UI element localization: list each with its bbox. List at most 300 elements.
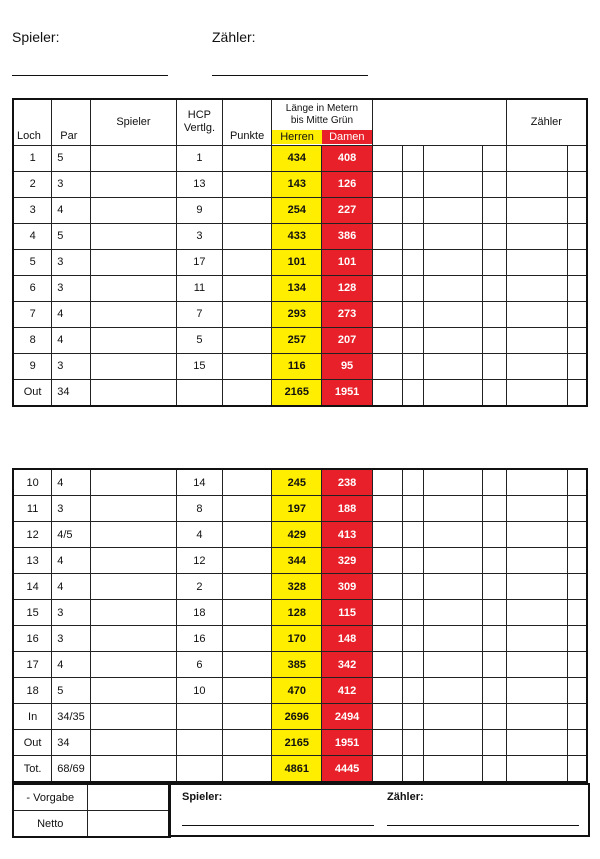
spieler-score-cell[interactable] [91,223,177,249]
extra-score-cell[interactable] [424,275,483,301]
extra-score-cell[interactable] [403,626,424,652]
zaehler-score-cell[interactable] [506,678,567,704]
hole-par: 4 [52,652,91,678]
herren-distance: 197 [272,496,322,522]
hole-row [13,327,587,353]
spieler-score-cell[interactable] [91,522,177,548]
extra-score-cell[interactable] [403,145,424,171]
punkte-cell[interactable] [222,353,271,379]
herren-distance: 257 [272,327,322,353]
zaehler-score-cell[interactable] [506,522,567,548]
hole-hcp: 4 [176,522,222,548]
hcp-header [176,99,222,145]
zaehler-score-cell[interactable] [506,496,567,522]
spieler-score-cell[interactable] [91,600,177,626]
extra-score-cell[interactable] [424,600,483,626]
extra-score-cell[interactable] [403,353,424,379]
punkte-cell[interactable] [222,223,271,249]
extra-score-cell[interactable] [403,327,424,353]
spieler-score-cell[interactable] [91,249,177,275]
netto-input[interactable] [87,811,170,838]
extra-score-cell[interactable] [482,756,506,783]
hcp-header-line1: HCP [187,109,212,122]
extra-score-cell[interactable] [372,756,402,783]
hole-hcp [176,756,222,783]
damen-distance: 408 [322,145,372,171]
zaehler-score-cell[interactable] [506,275,567,301]
punkte-cell[interactable] [222,197,271,223]
zaehler-points-cell[interactable] [567,275,587,301]
extra-score-cell[interactable] [424,301,483,327]
herren-distance: 116 [272,353,322,379]
zaehler-points-cell[interactable] [567,171,587,197]
extra-score-cell[interactable] [424,756,483,783]
zaehler-score-cell[interactable] [506,469,567,496]
netto-label: Netto [13,811,87,838]
punkte-cell[interactable] [222,275,271,301]
extra-score-cell[interactable] [372,379,402,406]
extra-score-cell[interactable] [372,197,402,223]
extra-score-cell[interactable] [403,730,424,756]
extra-score-cell[interactable] [482,574,506,600]
punkte-cell[interactable] [222,756,271,783]
extra-score-cell[interactable] [424,249,483,275]
spieler-score-cell[interactable] [91,756,177,783]
hole-number: 9 [13,353,52,379]
extra-score-cell[interactable] [403,496,424,522]
front-nine-table [12,98,588,407]
hole-hcp: 18 [176,600,222,626]
herren-distance: 434 [272,145,322,171]
spieler-score-cell[interactable] [91,626,177,652]
hole-number: 16 [13,626,52,652]
hole-par: 34 [52,730,91,756]
punkte-cell[interactable] [222,327,271,353]
hole-number: 2 [13,171,52,197]
punkte-cell[interactable] [222,548,271,574]
punkte-cell[interactable] [222,600,271,626]
zaehler-points-cell[interactable] [567,574,587,600]
zaehler-score-cell[interactable] [506,704,567,730]
punkte-cell[interactable] [222,145,271,171]
hole-hcp: 14 [176,469,222,496]
hole-par: 4 [52,469,91,496]
extra-score-cell[interactable] [372,249,402,275]
footer-spieler-label: Spieler: [182,791,223,803]
zaehler-score-cell[interactable] [506,301,567,327]
herren-distance: 143 [272,171,322,197]
punkte-cell[interactable] [222,522,271,548]
extra-score-cell[interactable] [372,548,402,574]
hole-number: 5 [13,249,52,275]
extra-score-cell[interactable] [372,522,402,548]
extra-score-cell[interactable] [482,548,506,574]
spieler-score-cell[interactable] [91,704,177,730]
extra-score-cell[interactable] [424,704,483,730]
extra-score-cell[interactable] [403,652,424,678]
spieler-header: Spieler [91,99,177,145]
hole-hcp: 17 [176,249,222,275]
extra-score-cell[interactable] [372,145,402,171]
punkte-cell[interactable] [222,249,271,275]
zaehler-points-cell[interactable] [567,600,587,626]
spieler-score-cell[interactable] [91,496,177,522]
extra-score-cell[interactable] [372,626,402,652]
spieler-score-cell[interactable] [91,327,177,353]
zaehler-points-cell[interactable] [567,249,587,275]
punkte-cell[interactable] [222,704,271,730]
damen-header: Damen [322,130,372,144]
punkte-cell[interactable] [222,574,271,600]
extra-score-cell[interactable] [482,600,506,626]
extra-score-cell[interactable] [482,730,506,756]
hole-par: 34/35 [52,704,91,730]
extra-score-cell[interactable] [424,353,483,379]
zaehler-score-cell[interactable] [506,379,567,406]
spieler-score-cell[interactable] [91,171,177,197]
zaehler-points-cell[interactable] [567,652,587,678]
zaehler-points-cell[interactable] [567,496,587,522]
spieler-score-cell[interactable] [91,301,177,327]
damen-distance: 413 [322,522,372,548]
extra-score-cell[interactable] [403,678,424,704]
extra-score-cell[interactable] [424,548,483,574]
herren-distance: 245 [272,469,322,496]
hole-hcp: 9 [176,197,222,223]
extra-score-cell[interactable] [372,704,402,730]
punkte-cell[interactable] [222,730,271,756]
zaehler-points-cell[interactable] [567,379,587,406]
extra-score-cell[interactable] [372,275,402,301]
hole-par: 5 [52,223,91,249]
extra-score-cell[interactable] [424,678,483,704]
zaehler-points-cell[interactable] [567,730,587,756]
herren-distance: 429 [272,522,322,548]
extra-score-cell[interactable] [482,249,506,275]
hole-hcp: 5 [176,327,222,353]
extra-score-cell[interactable] [403,756,424,783]
spieler-score-cell[interactable] [91,469,177,496]
zaehler-score-cell[interactable] [506,171,567,197]
zaehler-score-cell[interactable] [506,600,567,626]
punkte-cell[interactable] [222,379,271,406]
zaehler-points-cell[interactable] [567,626,587,652]
extra-score-cell[interactable] [424,626,483,652]
hole-number: 6 [13,275,52,301]
extra-score-cell[interactable] [403,379,424,406]
hole-row [13,730,587,756]
extra-score-cell[interactable] [482,145,506,171]
zaehler-score-cell[interactable] [506,223,567,249]
zaehler-points-cell[interactable] [567,145,587,171]
zaehler-points-cell[interactable] [567,327,587,353]
extra-score-cell[interactable] [482,652,506,678]
punkte-cell[interactable] [222,301,271,327]
extra-score-cell[interactable] [424,730,483,756]
footer-spieler-signature-line[interactable] [182,825,374,826]
hole-hcp: 11 [176,275,222,301]
hole-number: 8 [13,327,52,353]
hole-par: 4 [52,301,91,327]
extra-score-cell[interactable] [403,574,424,600]
extra-score-cell[interactable] [482,301,506,327]
loch-header: Loch [13,99,52,145]
extra-score-cell[interactable] [403,548,424,574]
hole-number: 14 [13,574,52,600]
zaehler-points-cell[interactable] [567,756,587,783]
extra-score-cell[interactable] [403,197,424,223]
zaehler-points-cell[interactable] [567,678,587,704]
zaehler-points-cell[interactable] [567,197,587,223]
extra-score-cell[interactable] [482,327,506,353]
hole-row [13,197,587,223]
footer-left-table [12,783,171,838]
zaehler-score-cell[interactable] [506,145,567,171]
spieler-score-cell[interactable] [91,275,177,301]
zaehler-score-cell[interactable] [506,574,567,600]
hole-row [13,379,587,406]
extra-score-cell[interactable] [372,353,402,379]
extra-score-cell[interactable] [424,496,483,522]
punkte-cell[interactable] [222,626,271,652]
herren-distance: 385 [272,652,322,678]
herren-distance: 344 [272,548,322,574]
extra-score-cell[interactable] [482,469,506,496]
zaehler-score-cell[interactable] [506,730,567,756]
vorgabe-input[interactable] [87,784,170,811]
zaehler-label: Zähler: [212,29,256,45]
extra-score-cell[interactable] [482,171,506,197]
herren-distance: 170 [272,626,322,652]
extra-score-cell[interactable] [403,600,424,626]
hole-number: Out [13,379,52,406]
extra-score-cell[interactable] [372,469,402,496]
extra-score-cell[interactable] [372,223,402,249]
extra-score-cell[interactable] [372,652,402,678]
hole-par: 4/5 [52,522,91,548]
extra-score-cell[interactable] [424,522,483,548]
zaehler-points-cell[interactable] [567,469,587,496]
hole-number: 18 [13,678,52,704]
extra-score-cell[interactable] [403,275,424,301]
zaehler-score-cell[interactable] [506,626,567,652]
hole-hcp: 13 [176,171,222,197]
damen-distance: 148 [322,626,372,652]
extra-score-cell[interactable] [482,223,506,249]
spieler-score-cell[interactable] [91,678,177,704]
hole-par: 3 [52,171,91,197]
hole-hcp: 12 [176,548,222,574]
extra-score-cell[interactable] [482,197,506,223]
extra-score-cell[interactable] [372,730,402,756]
spieler-score-cell[interactable] [91,353,177,379]
spieler-score-cell[interactable] [91,197,177,223]
hole-row [13,301,587,327]
herren-distance: 2165 [272,730,322,756]
front-header-row [13,99,587,145]
herren-distance: 328 [272,574,322,600]
zaehler-points-cell[interactable] [567,353,587,379]
zaehler-signature-line[interactable] [212,75,368,76]
extra-score-cell[interactable] [482,379,506,406]
hole-number: 17 [13,652,52,678]
spieler-score-cell[interactable] [91,730,177,756]
hole-row [13,756,587,783]
extra-score-cell[interactable] [424,574,483,600]
herren-distance: 2696 [272,704,322,730]
spieler-score-cell[interactable] [91,379,177,406]
zaehler-points-cell[interactable] [567,704,587,730]
hole-par: 3 [52,249,91,275]
hole-par: 4 [52,548,91,574]
extra-score-cell[interactable] [482,496,506,522]
zaehler-score-cell[interactable] [506,353,567,379]
spieler-score-cell[interactable] [91,574,177,600]
zaehler-score-cell[interactable] [506,197,567,223]
extra-score-cell[interactable] [482,678,506,704]
extra-score-cell[interactable] [372,327,402,353]
zaehler-score-cell[interactable] [506,548,567,574]
hole-number: 12 [13,522,52,548]
hole-row [13,548,587,574]
zaehler-points-cell[interactable] [567,301,587,327]
hole-hcp: 3 [176,223,222,249]
damen-distance: 115 [322,600,372,626]
hole-hcp: 10 [176,678,222,704]
damen-distance: 227 [322,197,372,223]
extra-score-cell[interactable] [424,652,483,678]
damen-distance: 128 [322,275,372,301]
extra-score-cell[interactable] [424,327,483,353]
extra-score-cell[interactable] [372,600,402,626]
herren-distance: 128 [272,600,322,626]
extra-score-cell[interactable] [482,275,506,301]
extra-score-cell[interactable] [403,704,424,730]
hole-number: Tot. [13,756,52,783]
spieler-score-cell[interactable] [91,548,177,574]
damen-distance: 2494 [322,704,372,730]
damen-distance: 386 [322,223,372,249]
damen-distance: 101 [322,249,372,275]
herren-distance: 293 [272,301,322,327]
vorgabe-row [13,784,170,811]
hole-row [13,600,587,626]
punkte-cell[interactable] [222,171,271,197]
extra-score-cell[interactable] [424,171,483,197]
damen-distance: 309 [322,574,372,600]
extra-score-cell[interactable] [424,197,483,223]
herren-header: Herren [272,130,322,144]
extra-score-cell[interactable] [372,678,402,704]
hole-hcp [176,379,222,406]
hole-par: 3 [52,496,91,522]
front-body [13,145,587,406]
hole-par: 68/69 [52,756,91,783]
hole-hcp [176,704,222,730]
hole-row [13,496,587,522]
extra-score-cell[interactable] [403,249,424,275]
punkte-cell[interactable] [222,469,271,496]
extra-score-cell[interactable] [372,301,402,327]
extra-score-cell[interactable] [482,626,506,652]
hole-row [13,652,587,678]
hole-row [13,704,587,730]
zaehler-points-cell[interactable] [567,548,587,574]
hole-hcp: 15 [176,353,222,379]
hole-par: 4 [52,197,91,223]
spieler-score-cell[interactable] [91,145,177,171]
par-header: Par [52,99,91,145]
hole-row [13,574,587,600]
extra-score-cell[interactable] [372,171,402,197]
zaehler-score-cell[interactable] [506,756,567,783]
zaehler-score-cell[interactable] [506,652,567,678]
footer-zaehler-signature-line[interactable] [387,825,579,826]
hole-par: 5 [52,678,91,704]
hole-par: 4 [52,327,91,353]
damen-distance: 1951 [322,379,372,406]
hole-row [13,223,587,249]
extra-score-cell[interactable] [482,704,506,730]
damen-distance: 4445 [322,756,372,783]
extra-score-cell[interactable] [424,223,483,249]
extra-score-cell[interactable] [424,379,483,406]
back-nine-table [12,468,588,783]
extra-score-cell[interactable] [424,145,483,171]
hole-number: 7 [13,301,52,327]
punkte-cell[interactable] [222,652,271,678]
extra-score-cell[interactable] [372,496,402,522]
hole-par: 34 [52,379,91,406]
extra-score-cell[interactable] [482,522,506,548]
hole-hcp: 2 [176,574,222,600]
hole-par: 3 [52,600,91,626]
damen-distance: 188 [322,496,372,522]
hole-row [13,275,587,301]
laenge-header [272,99,373,145]
hole-number: In [13,704,52,730]
punkte-cell[interactable] [222,678,271,704]
hole-hcp: 8 [176,496,222,522]
extra-score-cell[interactable] [482,353,506,379]
zaehler-points-cell[interactable] [567,223,587,249]
hole-row [13,678,587,704]
zaehler-score-cell[interactable] [506,249,567,275]
hole-par: 3 [52,353,91,379]
zaehler-points-cell[interactable] [567,522,587,548]
extra-score-cell[interactable] [403,469,424,496]
extra-score-cell[interactable] [403,223,424,249]
hole-par: 4 [52,574,91,600]
extra-score-cell[interactable] [403,301,424,327]
hole-number: 15 [13,600,52,626]
zaehler-score-cell[interactable] [506,327,567,353]
herren-distance: 4861 [272,756,322,783]
extra-score-cell[interactable] [372,574,402,600]
punkte-header: Punkte [222,99,271,145]
damen-distance: 238 [322,469,372,496]
extra-score-cell[interactable] [424,469,483,496]
hole-number: 1 [13,145,52,171]
punkte-cell[interactable] [222,496,271,522]
extra-score-cell[interactable] [403,522,424,548]
spieler-signature-line[interactable] [12,75,168,76]
spieler-score-cell[interactable] [91,652,177,678]
hole-row [13,522,587,548]
extra-score-cell[interactable] [403,171,424,197]
hole-row [13,145,587,171]
hole-number: 10 [13,469,52,496]
